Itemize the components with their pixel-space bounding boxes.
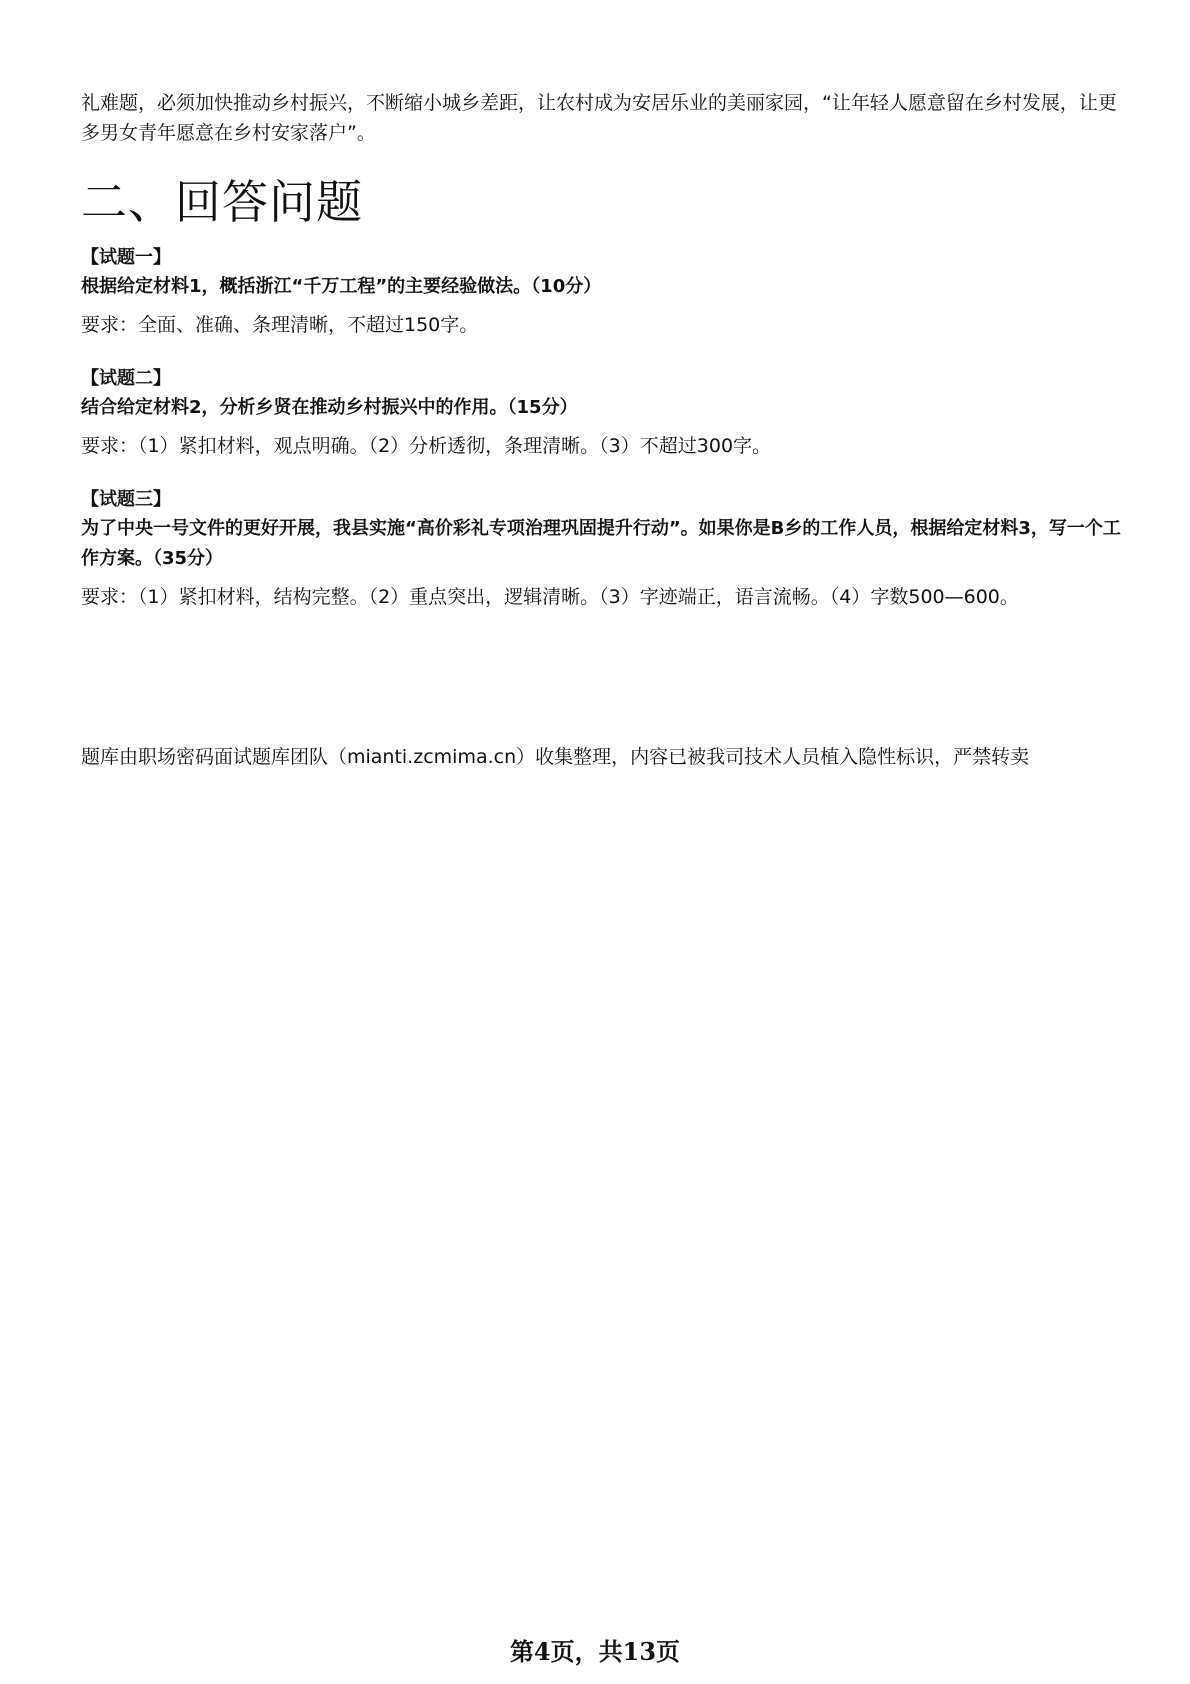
question-label: 【试题一】	[81, 247, 171, 268]
question-requirement: 要求：（1）紧扣材料，观点明确。（2）分析透彻，条理清晰。（3）不超过300字。	[81, 435, 772, 457]
question-requirement: 要求：（1）紧扣材料，结构完整。（2）重点突出，逻辑清晰。（3）字迹端正，语言流畅。（4）字数500—600。	[81, 586, 1019, 608]
section-heading: 二、回答问题	[81, 175, 363, 229]
question-2	[81, 365, 1121, 461]
question-title: 根据给定材料1，概括浙江“千万工程”的主要经验做法。（10分）	[81, 276, 602, 297]
question-1	[81, 244, 1121, 340]
copyright-notice: 题库由职场密码面试题库团队（mianti.zcmima.cn）收集整理，内容已被我司技术人员植入隐性标识，严禁转卖	[81, 746, 1030, 768]
question-3	[81, 486, 1121, 612]
question-label: 【试题三】	[81, 489, 171, 510]
question-title: 结合给定材料2，分析乡贤在推动乡村振兴中的作用。（15分）	[81, 397, 578, 418]
question-title: 为了中央一号文件的更好开展，我县实施“高价彩礼专项治理巩固提升行动”。如果你是B乡的工作人员，根据给定材料3，写一个工作方案。（35分）	[81, 518, 1121, 569]
intro-paragraph: 礼难题，必须加快推动乡村振兴，不断缩小城乡差距，让农村成为安居乐业的美丽家园，“让年轻人愿意留在乡村发展，让更多男女青年愿意在乡村安家落户”。	[81, 92, 1117, 144]
question-label: 【试题二】	[81, 368, 171, 389]
page-number: 第4页，共13页	[509, 1637, 681, 1666]
question-requirement: 要求：全面、准确、条理清晰，不超过150字。	[81, 314, 479, 336]
